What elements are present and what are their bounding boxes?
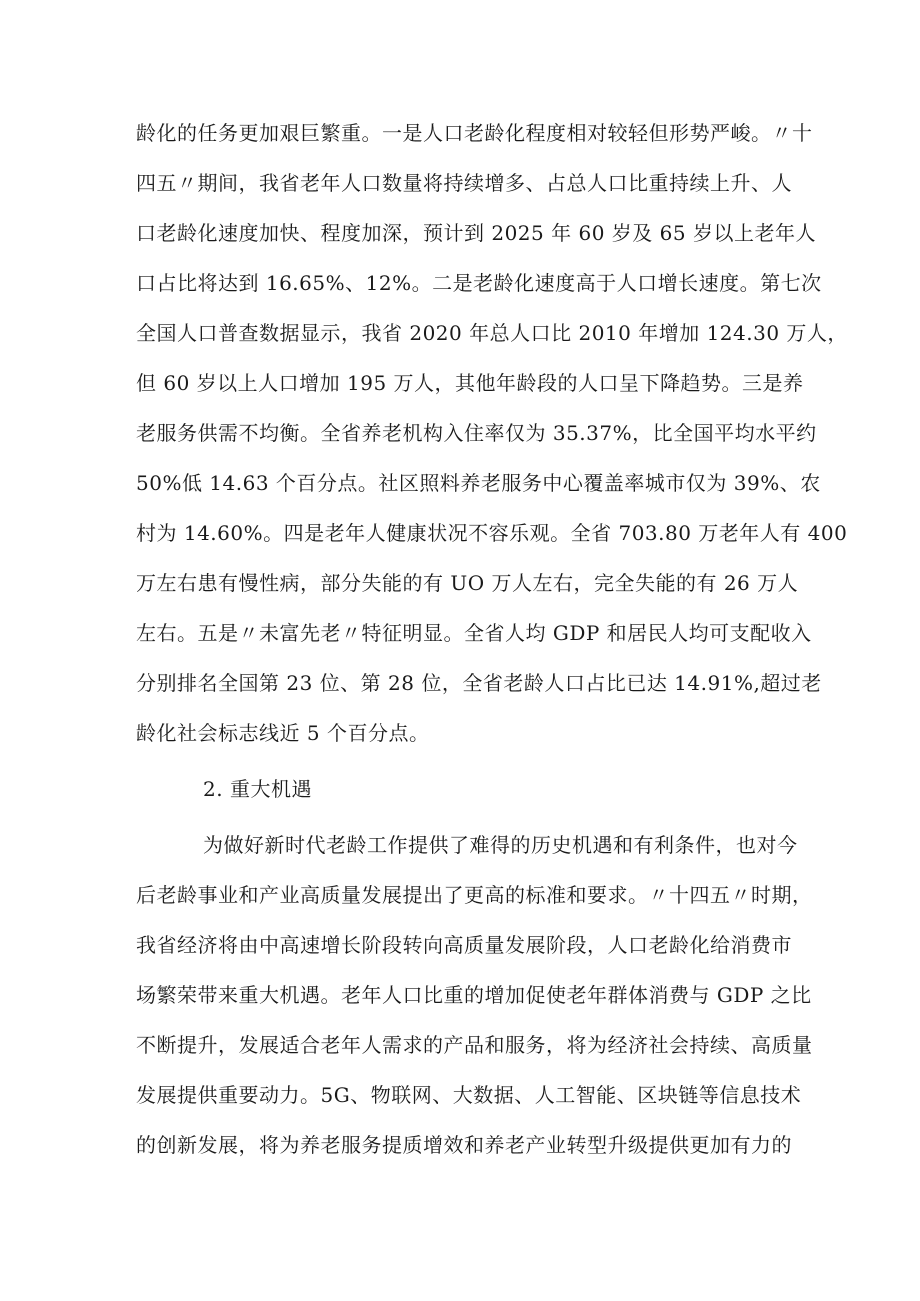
paragraph-line: 后老龄事业和产业高质量发展提出了更高的标准和要求。〃十四五〃时期，: [136, 883, 813, 907]
paragraph-line: 老服务供需不均衡。全省养老机构入住率仅为 35.37%，比全国平均水平约: [136, 421, 817, 445]
paragraph-line: 为做好新时代老龄工作提供了难得的历史机遇和有利条件，也对今: [203, 833, 798, 857]
paragraph-line: 的创新发展，将为养老服务提质增效和养老产业转型升级提供更加有力的: [136, 1133, 792, 1157]
section-heading: 2. 重大机遇: [203, 777, 312, 801]
paragraph-line: 龄化的任务更加艰巨繁重。一是人口老龄化程度相对较轻但形势严峻。〃十: [136, 121, 813, 145]
paragraph-line: 口老龄化速度加快、程度加深，预计到 2025 年 60 岁及 65 岁以上老年人: [136, 221, 816, 245]
paragraph-line: 万左右患有慢性病，部分失能的有 UO 万人左右，完全失能的有 26 万人: [136, 571, 799, 595]
paragraph-line: 但 60 岁以上人口增加 195 万人，其他年龄段的人口呈下降趋势。三是养: [136, 371, 804, 395]
paragraph-line: 不断提升，发展适合老年人需求的产品和服务，将为经济社会持续、高质量: [136, 1033, 813, 1057]
paragraph-line: 口占比将达到 16.65%、12%。二是老龄化速度高于人口增长速度。第七次: [136, 271, 822, 295]
paragraph-line: 发展提供重要动力。5G、物联网、大数据、人工智能、区块链等信息技术: [136, 1083, 802, 1107]
paragraph-line: 龄化社会标志线近 5 个百分点。: [136, 721, 430, 745]
paragraph-line: 村为 14.60%。四是老年人健康状况不容乐观。全省 703.80 万老年人有 400: [136, 521, 848, 545]
paragraph-line: 我省经济将由中高速增长阶段转向高质量发展阶段，人口老龄化给消费市: [136, 933, 792, 957]
paragraph-line: 左右。五是〃未富先老〃特征明显。全省人均 GDP 和居民人均可支配收入: [136, 621, 812, 645]
paragraph-line: 分别排名全国第 23 位、第 28 位，全省老龄人口占比已达 14.91%,超过老: [136, 671, 822, 695]
paragraph-line: 50%低 14.63 个百分点。社区照料养老服务中心覆盖率城市仅为 39%、农: [136, 471, 821, 495]
paragraph-line: 场繁荣带来重大机遇。老年人口比重的增加促使老年群体消费与 GDP 之比: [136, 983, 812, 1007]
paragraph-line: 全国人口普查数据显示，我省 2020 年总人口比 2010 年增加 124.30 万人，: [136, 321, 848, 345]
paragraph-line: 四五〃期间，我省老年人口数量将持续增多、占总人口比重持续上升、人: [136, 171, 792, 195]
